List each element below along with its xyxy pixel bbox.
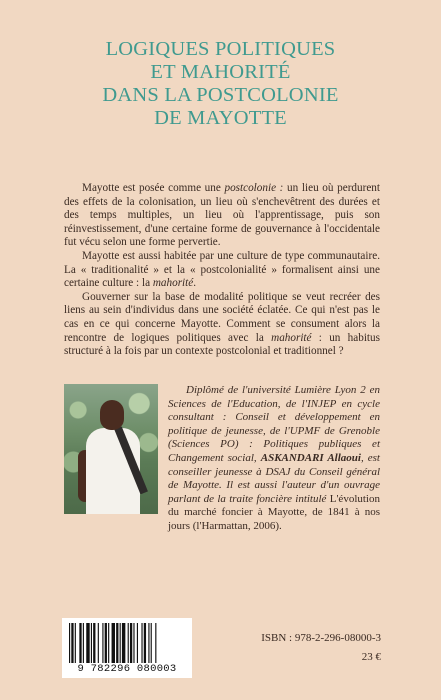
text-span: Mayotte est posée comme une [82, 182, 225, 194]
barcode-bar [93, 623, 95, 663]
barcode-bar [128, 623, 129, 663]
book-reference: L'évolution du marché foncier à Mayotte, de 1841 à nos jours [168, 492, 380, 532]
price: 23 € [361, 651, 381, 663]
blurb-paragraph [64, 182, 380, 250]
barcode-bar [144, 623, 146, 663]
barcode-bar [148, 623, 149, 663]
blurb-paragraph [64, 250, 380, 291]
text-span: Gouverner sur la base de modalité politique se veut recréer des liens au sein d'individus dans une société éclatée. Ce qui n'est pas le cas en ce qui concerne Mayotte. Comment se consument alors la rencontre de logiques politiques avec la [64, 290, 380, 344]
barcode-bar [102, 623, 103, 663]
emphasis: postcolonie : [224, 182, 284, 194]
barcode-bar [83, 623, 84, 663]
photo-figure-head [100, 400, 124, 430]
barcode-bar [155, 623, 156, 663]
isbn: ISBN : 978-2-296-08000-3 [261, 632, 381, 644]
bio-text: Diplômé de l'université Lumière Lyon 2 en Sciences de l'Education, de l'INJEP en cycle consultant : Conseil et développement en politique de jeunesse, de l'UPMF de Grenoble (Sciences PO) : Politiques publiques et Changement social, [168, 384, 380, 464]
barcode-bar [105, 623, 107, 663]
author-photo [64, 384, 158, 514]
emphasis: mahorité [152, 277, 194, 290]
barcode-bar [151, 623, 152, 663]
text-span: Mayotte est aussi habitée par une culture de type communautaire. La « traditionalité » et la « postcolonialité » formalisent ainsi une certaine culture : la [64, 249, 380, 290]
barcode-bar [79, 623, 81, 663]
barcode-bar [120, 623, 121, 663]
barcode-bar [86, 623, 89, 663]
book-title [0, 38, 441, 130]
barcode-bar [69, 623, 70, 663]
text-span: un lieu où perdurent des effets de la colonisation, un lieu où s'enchevêtrent des durées et des temps multiples, un lieu où l'apprentissage, puis son réinvestissement, d'une certaine forme de gouvernance à l'occidentale fut vécu selon une forme pervertie. [64, 182, 380, 249]
barcode-bar [130, 623, 132, 663]
barcode-bar [116, 623, 118, 663]
author-bio [168, 384, 380, 534]
barcode-bar [75, 623, 76, 663]
text-span: : un habitus structuré à la fois par un contexte postcolonial et traditionnel ? [64, 331, 380, 358]
emphasis: mahorité [271, 331, 312, 344]
title-line: DANS LA POSTCOLONIE [102, 84, 339, 106]
bio-text: , est conseiller jeunesse à DSAJ du Conseil général de Mayotte. Il est aussi l'auteur d'un ouvrage parlant de la traite foncière intitulé [168, 451, 380, 505]
barcode-bar [108, 623, 109, 663]
barcode-bar [91, 623, 92, 663]
barcode [62, 618, 192, 678]
title-line: ET MAHORITÉ [150, 61, 291, 83]
blurb-paragraph [64, 291, 380, 359]
barcode-bar [71, 623, 73, 663]
title-line: DE MAYOTTE [154, 107, 287, 129]
barcode-bar [112, 623, 115, 663]
barcode-bar [133, 623, 134, 663]
barcode-digits: 9 782296 080003 [77, 663, 177, 675]
barcode-bar [137, 623, 138, 663]
barcode-bars [69, 623, 185, 663]
publisher-reference: (l'Harmattan, 2006). [190, 519, 282, 532]
back-cover-blurb [64, 182, 380, 359]
title-line: LOGIQUES POLITIQUES [105, 38, 336, 60]
barcode-bar [98, 623, 99, 663]
barcode-bar [122, 623, 125, 663]
barcode-bar [141, 623, 142, 663]
author-name: ASKANDARI Allaoui [260, 451, 361, 464]
text-span: . [193, 277, 197, 290]
